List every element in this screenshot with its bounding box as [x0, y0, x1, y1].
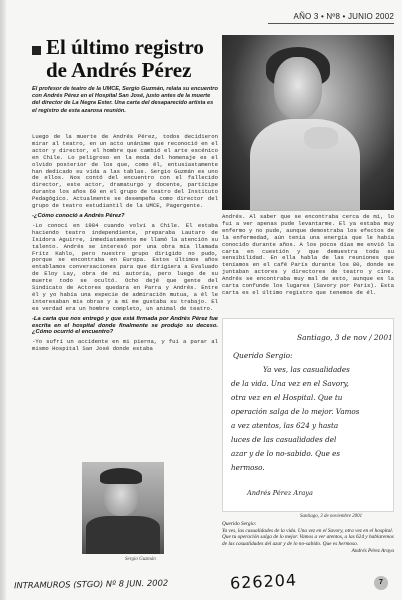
letter-line: otra vez en el Hospital. Que tu: [231, 393, 343, 402]
right-column: [222, 214, 394, 300]
question-2: -La carta que nos entregó y que está firmada por Andrés Pérez fue escrita en el hospital donde finalmente se produjo su deceso. ¿Cómo ocurrió el encuentro?: [32, 315, 218, 336]
photo-body: [86, 516, 160, 554]
letter-caption: Santiago, 3 de noviembre 2001: [300, 514, 363, 519]
letter-line: operación salga de lo mejor. Vamos: [231, 407, 360, 416]
handwritten-source-note: INTRAMUROS (STGO) Nº 8 JUN. 2002: [13, 577, 169, 591]
article-intro: El profesor de teatro de la UMCE, Sergio Guzmán, relata su encuentro con Andrés Pérez en el Hospital San José, justo antes de la muerte del director de La Negra Ester. Una carta del desaparecido artista es el registro de esta azarosa reunión.: [32, 86, 218, 114]
letter-line: de la vida. Una vez en el Savory,: [231, 379, 349, 388]
scan-edge: [0, 0, 6, 600]
transcript-salutation: Querido Sergio:: [222, 521, 257, 527]
body-paragraph: Luego de la muerte de Andrés Pérez, todos decidieron mirar al teatro, en un acto unánime que reconoció en el actor y director, el hombre que cambió el arte escénico en Chile. Lo peligroso en la moda del homenaje es el olvido posterior de los que, como él, entusiastamente han dedicado su vida a las tablas. Sergio Guzmán es uno de ellos. Nos contó del encuentro con el fallecido director, este actor, dramaturgo y docente, partícipe durante los años 60 en el grupo de teatro del Instituto Pedagógico. Actualmente se desempeña como director del grupo de teatro estudiantil de la UMCE, Pagergente.: [32, 133, 218, 210]
letter-transcript: [222, 521, 394, 555]
letter-line: hermoso.: [231, 463, 265, 472]
page-number: 7: [374, 576, 388, 590]
photo-face: [274, 57, 322, 119]
archive-stamp: 626204: [229, 570, 298, 593]
sergio-guzman-photo: [82, 462, 164, 554]
handwritten-letter: [222, 318, 394, 512]
letter-line: Ya ves, las casualidades: [263, 365, 350, 374]
letter-line: a vez atentos, las 624 y hasta: [231, 421, 339, 430]
letter-line: azar y de lo no-sabido. Que es: [231, 449, 341, 458]
title-bullet-icon: [32, 46, 41, 55]
transcript-signature: Andrés Pérez Araya: [351, 548, 394, 555]
issue-header: AÑO 3 • Nº8 • JUNIO 2002: [293, 12, 394, 21]
transcript-body: Ya ves, las casualidades de la vida. Una vez en el Savory, otra vez en el hospital. Que tu operación salga de lo mejor. Vamos a ver atentos, a las 624 y hablaremos de las casualidades del azar y de lo no-sabido. Que es hermoso.: [222, 527, 394, 547]
photo-hand: [304, 127, 338, 149]
question-1: -¿Cómo conoció a Andrés Pérez?: [32, 212, 125, 219]
photo-cap: [100, 468, 142, 484]
answer-1: -Lo conocí en 1984 cuando volví a Chile. El estaba haciendo teatro independiente, preparaba Lautaro de Isidora Aguirre, inmediatamente me llamó la atención su talento. Andrés se interesó por una obra mía llamada Fritz Kahlo, pero nuestro grupo dirigido no pudo, porque se encontraba en Europa. Estos últimos años entablamos conversaciones para que dirigiera a Evaluado de Eloy Lay, obra de mi autoría, pero luego de su muerte todo se ocultó. Ocho dejé que gente del Sindicato de Actores quedara en Parra y Andrés. Entre él y yo había una especie de admiración mutua, a él le interesaban mis obras y a mí me gustaba su trabajo. El es verdad era un hombre completo, un animal de teatro.: [32, 221, 218, 312]
article-title: El último registro de Andrés Pérez: [46, 35, 204, 82]
letter-date: Santiago, 3 de nov / 2001: [297, 333, 393, 342]
header-rule: [268, 23, 394, 24]
body-paragraph: Andrés. Al saber que se encontraba cerca de mí, lo fui a ver apenas pude levantarme. El ya estaba muy enfermo y no pude, aunque demostraba los efectos de la enfermedad, aún tenía una energía que le había conocido durante años. A los pocos días me envió la carta en cuestión y que demuestra toda su sensibilidad. En ella habla de las reuniones que teníamos en el café París durante los 80, donde se juntaban actores y directores de teatro y cine. Andrés se encontraba muy mal de esto, aunque es la carta confunde los lugares (Savory por París). Esta carta es el último registro que tenemos de él.: [222, 213, 394, 296]
photo-caption: Sergio Guzmán: [125, 557, 156, 562]
left-column: [32, 134, 218, 356]
letter-salutation: Querido Sergio:: [233, 351, 293, 360]
answer-2: -Yo sufrí un accidente en mi pierna, y fui a parar al mismo Hospital San José donde estaba: [32, 338, 218, 353]
letter-line: luces de las casualidades del: [231, 435, 337, 444]
letter-signature: Andrés Pérez Araya: [247, 489, 313, 497]
andres-perez-photo: [222, 35, 394, 210]
